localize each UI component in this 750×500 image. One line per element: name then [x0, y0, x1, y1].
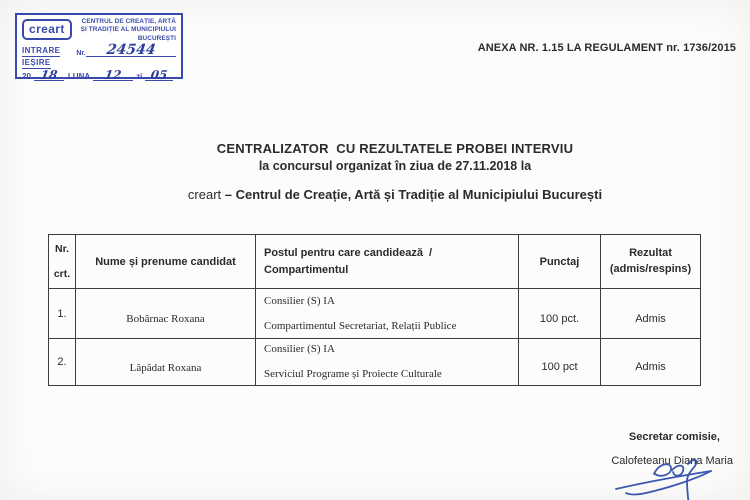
organization-line — [50, 187, 740, 202]
table-row — [49, 339, 701, 386]
secretary-role-label: Secretar comisie, — [628, 431, 720, 443]
zi-label: zi — [136, 71, 143, 81]
luna-label: LUNA — [67, 71, 91, 81]
stamp-org-line-2: ȘI TRADIȚIE AL MUNICIPIULUI — [80, 26, 176, 34]
document-subtitle: la concursul organizat în ziua de 27.11.2018 la — [258, 159, 532, 173]
year-prefix-label: 20 — [22, 71, 31, 81]
nr-handwritten-value: 24544 — [105, 41, 157, 58]
intrare-label: INTRARE — [22, 46, 61, 56]
day-line — [145, 67, 173, 82]
position-title: Consilier (S) IA — [264, 294, 335, 307]
candidate-name: Lăpădat Roxana — [76, 339, 256, 386]
col-header-rezultat: Rezultat (admis/respins) — [601, 235, 701, 289]
position-cell — [256, 289, 519, 339]
col-header-nr: Nr. crt. — [49, 235, 76, 289]
nr-line — [86, 41, 176, 58]
day-handwritten-value: 05 — [150, 67, 169, 82]
stamp-org-line-3: BUCUREȘTI — [137, 34, 176, 42]
results-table — [48, 234, 701, 386]
department: Serviciul Programe și Proiecte Culturale — [264, 368, 442, 380]
col-header-post: Postul pentru care candidează / Compartimentul — [256, 235, 519, 289]
stamp-entry-row — [22, 43, 176, 57]
organization-prefix: creart — [187, 187, 225, 202]
col-header-name: Nume și prenume candidat — [76, 235, 256, 289]
department: Compartimentul Secretariat, Relații Publice — [264, 319, 457, 332]
position-cell — [256, 339, 519, 386]
row-number: 1. — [49, 289, 76, 339]
col-header-punctaj: Punctaj — [519, 235, 601, 289]
stamp-org-line-1: CENTRUL DE CREAȚIE, ARTĂ — [81, 18, 176, 25]
year-line — [34, 67, 64, 82]
title-block — [50, 141, 740, 202]
row-number: 2. — [49, 339, 76, 386]
document-title: CENTRALIZATOR CU REZULTATELE PROBEI INTERVIU — [216, 141, 574, 156]
registration-stamp — [15, 13, 183, 82]
nr-label: Nr. — [76, 49, 86, 57]
table-header-row — [49, 235, 701, 289]
stamp-header — [22, 18, 176, 43]
month-handwritten-value: 12 — [103, 67, 123, 82]
candidate-name: Bobârnac Roxana — [76, 289, 256, 339]
score: 100 pct. — [519, 289, 601, 339]
signature-icon — [608, 458, 728, 500]
organization-name: – Centrul de Creație, Artă și Tradiție al Municipiului București — [224, 187, 603, 202]
year-handwritten-value: 18 — [39, 67, 59, 82]
score: 100 pct — [519, 339, 601, 386]
creart-logo: creart — [22, 19, 72, 40]
stamp-date-row — [22, 67, 176, 82]
anexa-reference: ANEXA NR. 1.15 LA REGULAMENT nr. 1736/2015 — [477, 42, 736, 54]
table-row — [49, 289, 701, 339]
stamp-organization — [81, 18, 176, 43]
month-line — [93, 67, 133, 82]
secretary-name: Calofeteanu Diana Maria — [611, 455, 733, 467]
result: Admis — [601, 289, 701, 339]
result: Admis — [601, 339, 701, 386]
position-title: Consilier (S) IA — [264, 343, 335, 355]
iesire-label: IEȘIRE — [22, 57, 51, 67]
